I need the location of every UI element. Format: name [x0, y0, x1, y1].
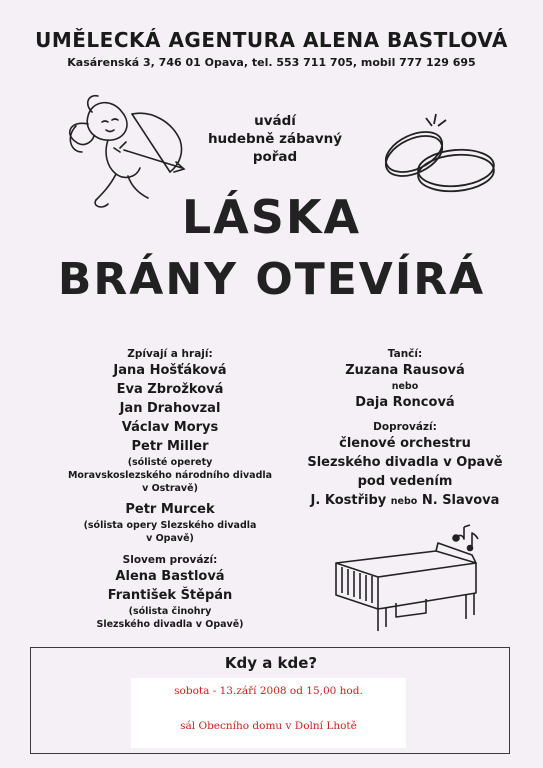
agency-name: UMĚLECKÁ AGENTURA ALENA BASTLOVÁ — [35, 28, 508, 52]
performer-note: v Opavě) — [146, 533, 194, 544]
performers-column — [45, 347, 295, 631]
show-title-line-1: LÁSKA — [181, 190, 362, 244]
conductor-name: J. Kostřiby — [310, 493, 387, 508]
section-heading: Tančí: — [387, 348, 423, 360]
piano-icon — [326, 523, 486, 641]
show-title-line-2: BRÁNY OTEVÍRÁ — [57, 254, 486, 305]
performer-name: Alena Bastlová — [115, 569, 225, 584]
dancer-name: Daja Roncová — [355, 395, 455, 410]
performer-note: Moravskoslezského národního divadla — [67, 470, 273, 481]
or-label: nebo — [390, 496, 418, 507]
intro-line: hudebně zábavný — [207, 131, 343, 147]
dance-accompaniment-column — [280, 347, 530, 510]
performer-note: v Ostravě) — [142, 483, 198, 494]
accompaniment-line: pod vedením — [357, 474, 453, 489]
performer-name: Jan Drahovzal — [119, 401, 221, 416]
performer-note: (sólista činohry — [128, 606, 212, 617]
event-place: sál Obecního domu v Dolní Lhotě — [180, 720, 357, 732]
section-heading: Zpívají a hrají: — [127, 348, 213, 360]
performer-note: (sólisté operety — [127, 457, 213, 468]
performer-note: (sólista opery Slezského divadla — [83, 520, 257, 531]
performer-name: Eva Zbrožková — [116, 382, 224, 397]
accompaniment-line: členové orchestru — [339, 436, 471, 451]
performer-name: František Štěpán — [107, 588, 233, 603]
intro-line: uvádí — [254, 113, 296, 129]
performer-name: Petr Miller — [131, 439, 209, 454]
performer-name: Petr Murcek — [125, 502, 215, 517]
section-heading: Doprovází: — [373, 421, 437, 433]
performer-name: Jana Hošťáková — [113, 363, 227, 378]
event-date: sobota - 13.září 2008 od 15,00 hod. — [174, 685, 363, 697]
performer-note: Slezského divadla v Opavě) — [96, 619, 244, 630]
accompaniment-line: Slezského divadla v Opavě — [307, 455, 503, 470]
dancer-name: Zuzana Rausová — [345, 363, 465, 378]
event-details — [131, 678, 406, 748]
conductors-line — [280, 491, 530, 510]
intro-line: pořad — [252, 149, 298, 165]
section-heading: Slovem provází: — [122, 554, 218, 566]
performer-name: Václav Morys — [121, 420, 219, 435]
wedding-rings-icon — [376, 112, 506, 197]
agency-address: Kasárenská 3, 746 01 Opava, tel. 553 711 705, mobil 777 129 695 — [67, 56, 476, 69]
intro-text — [200, 112, 350, 166]
event-heading: Kdy a kde? — [224, 654, 318, 672]
event-info-box — [30, 647, 510, 754]
or-label: nebo — [391, 381, 419, 392]
conductor-name: N. Slavova — [421, 493, 500, 508]
